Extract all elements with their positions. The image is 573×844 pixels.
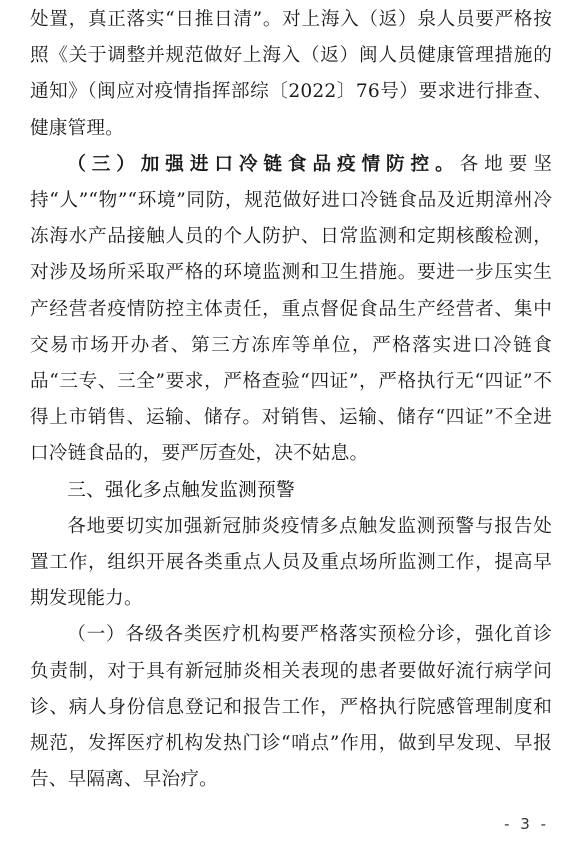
paragraph-cold-chain	[30, 147, 552, 473]
paragraph-monitoring-intro: 各地要切实加强新冠肺炎疫情多点触发监测预警与报告处置工作，组织开展各类重点人员及重点场所监测工作，提高早期发现能力。	[30, 515, 552, 610]
subheading-cold-chain: （三）加强进口冷链食品疫情防控。	[67, 153, 460, 175]
paragraph-medical-institutions: （一）各级各类医疗机构要严格落实预检分诊，强化首诊负责制，对于具有新冠肺炎相关表现的患者要做好流行病学问诊、病人身份信息登记和报告工作，严格执行院感管理制度和规范，发挥医疗机构发热门诊“哨点”作用，做到早发现、早报告、早隔离、早治疗。	[30, 624, 552, 791]
paragraph-shanghai-returnees: 处置，真正落实“日推日清”。对上海入（返）泉人员要严格按照《关于调整并规范做好上海入（返）闽人员健康管理措施的通知》（闽应对疫情指挥部综〔2022〕76号）要求进行排查、健康管理。	[30, 9, 552, 139]
section-heading-monitoring: 三、强化多点触发监测预警	[67, 479, 296, 501]
document-body	[30, 2, 552, 798]
page-number: - 3 -	[504, 815, 549, 833]
paragraph-cold-chain-body: 各地要坚持“人”“物”“环境”同防，规范做好进口冷链食品及近期漳州冷冻海水产品接触人员的个人防护、日常监测和定期核酸检测，对涉及场所采取严格的环境监测和卫生措施。要进一步压实生产经营者疫情防控主体责任，重点督促食品生产经营者、集中交易市场开办者、第三方冻库等单位，严格落实进口冷链食品“三专、三全”要求，严格查验“四证”，严格执行无“四证”不得上市销售、运输、储存。对销售、运输、储存“四证”不全进口冷链食品的，要严厉查处，决不姑息。	[30, 153, 552, 465]
